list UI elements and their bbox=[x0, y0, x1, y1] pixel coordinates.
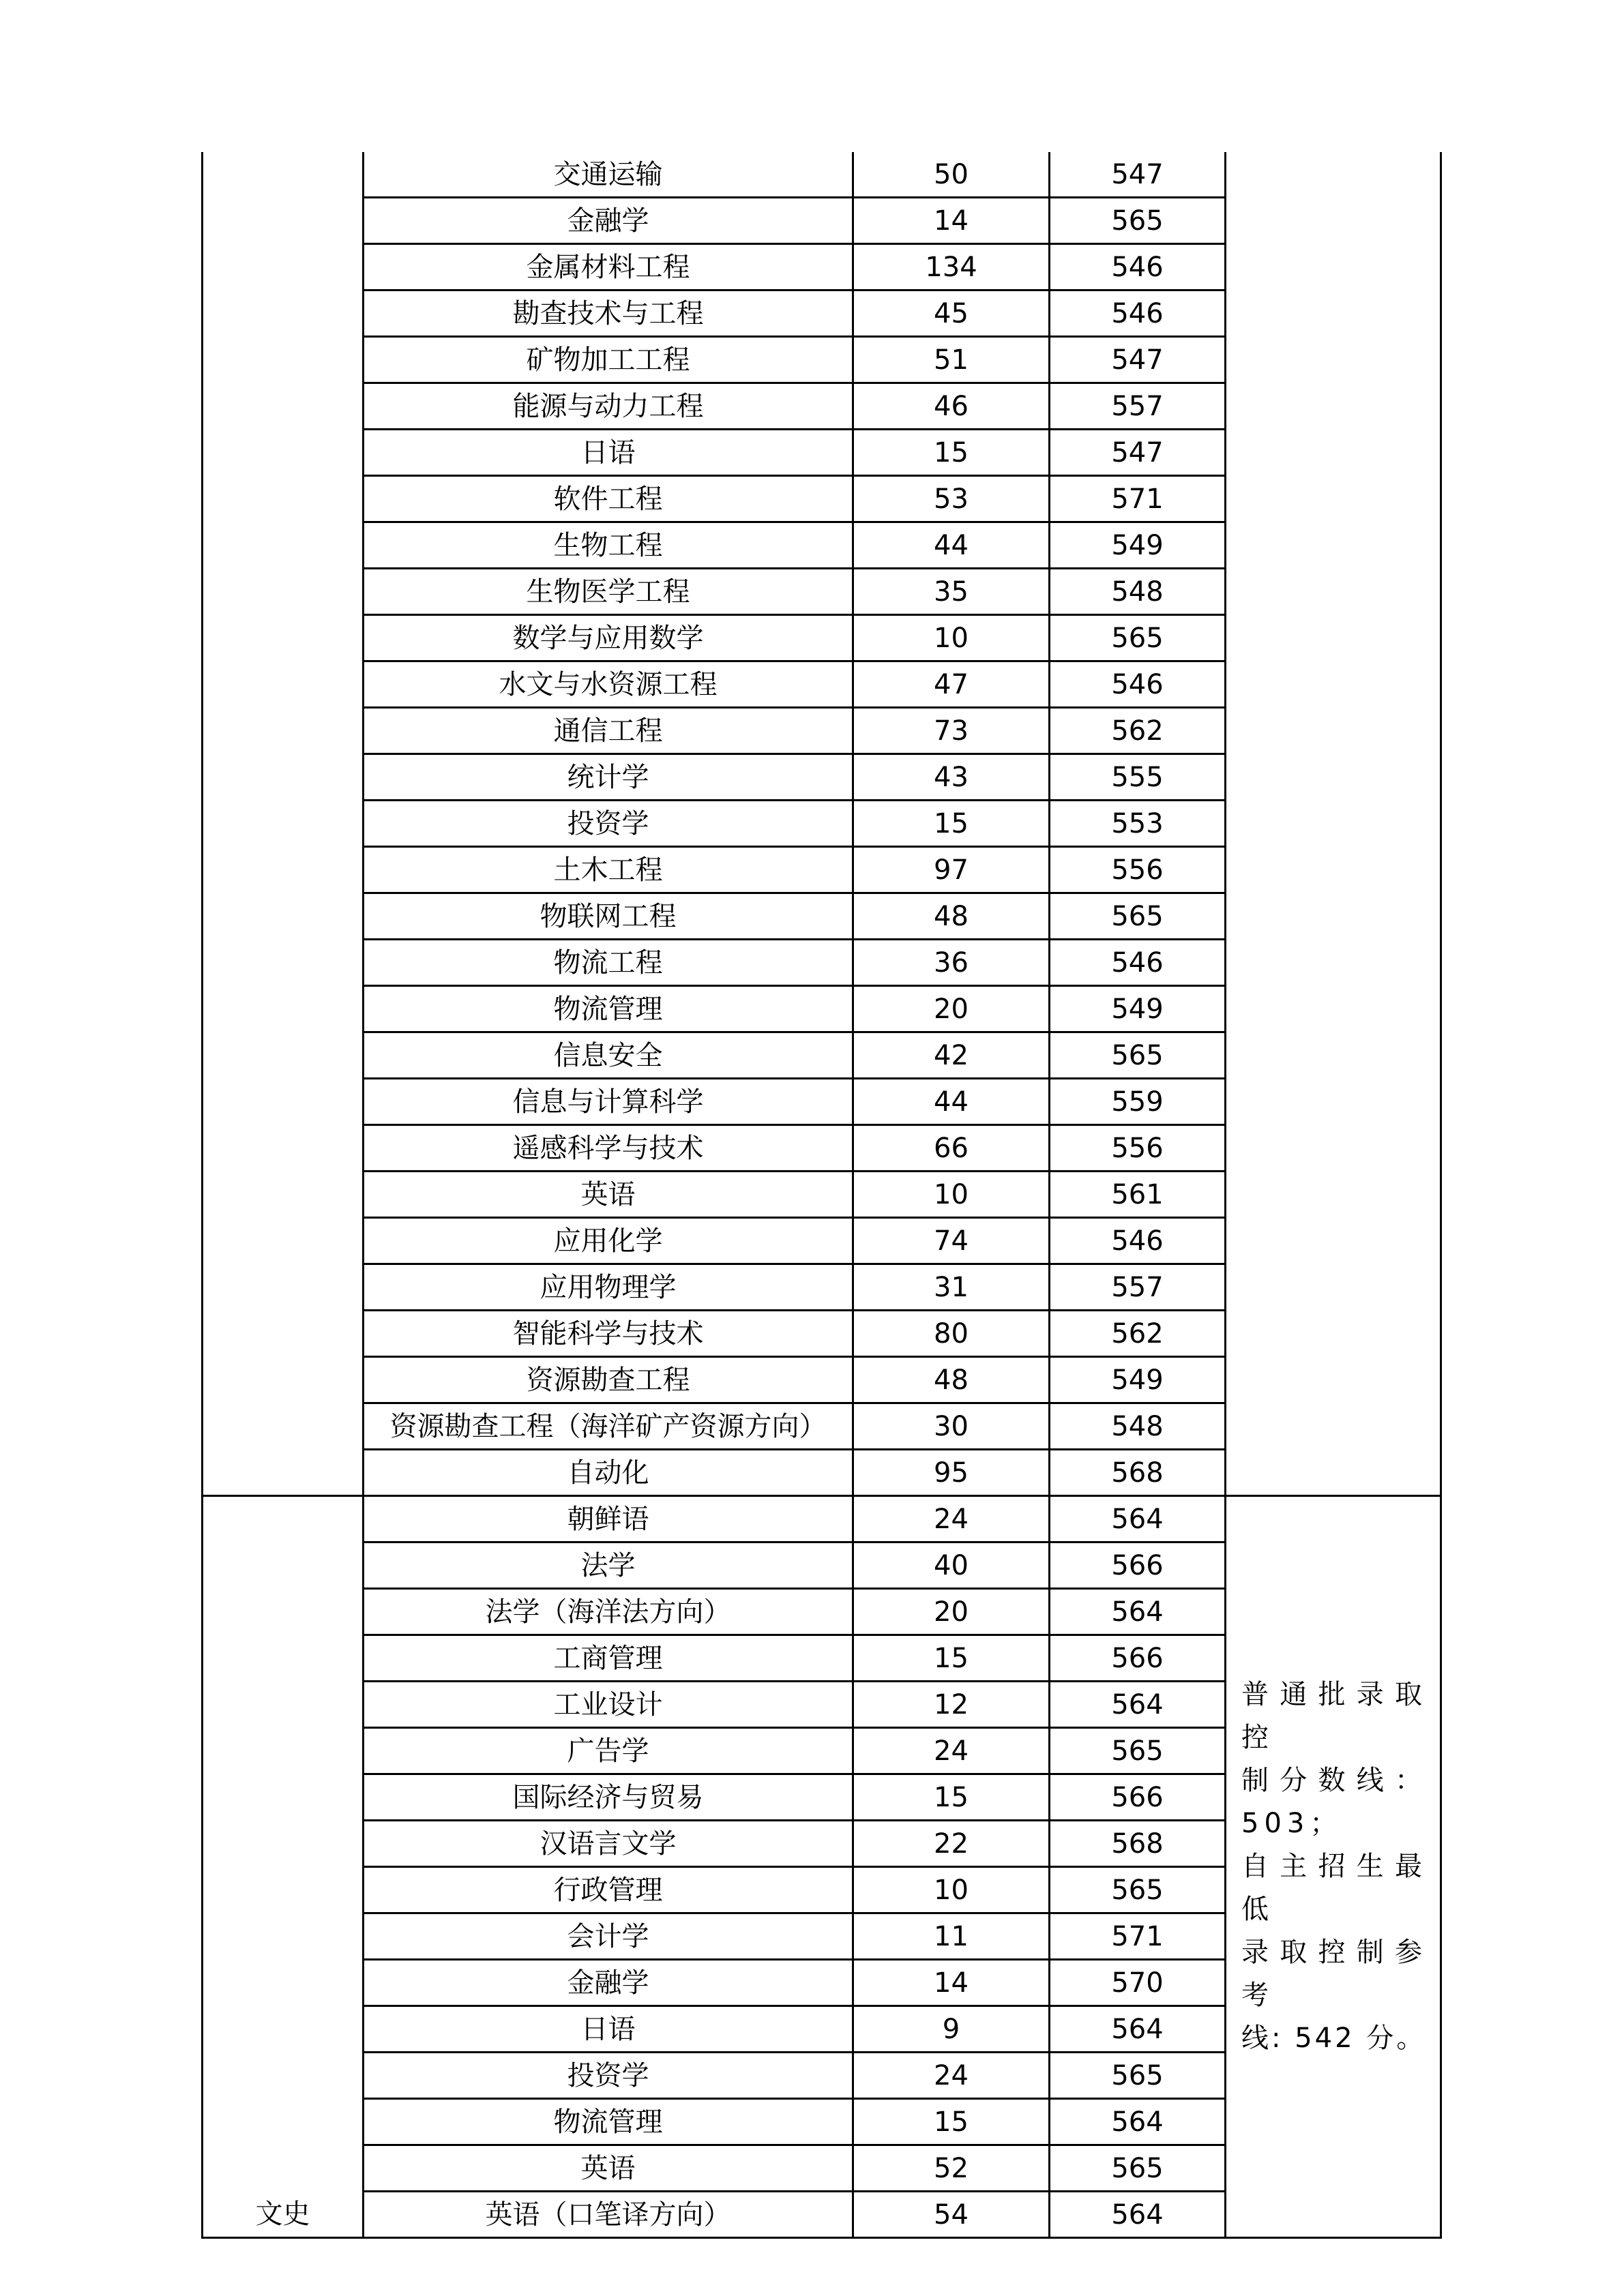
major-cell: 信息与计算科学 bbox=[364, 1079, 853, 1125]
enrollment-count-cell: 134 bbox=[853, 244, 1050, 290]
min-score-cell: 565 bbox=[1050, 893, 1226, 940]
enrollment-count-cell: 24 bbox=[853, 1728, 1050, 1774]
major-cell: 物流管理 bbox=[364, 2099, 853, 2145]
table-row bbox=[203, 152, 1441, 198]
remarks-cell bbox=[1226, 152, 1441, 1496]
min-score-cell: 555 bbox=[1050, 754, 1226, 801]
major-cell: 能源与动力工程 bbox=[364, 383, 853, 430]
major-cell: 交通运输 bbox=[364, 152, 853, 198]
min-score-cell: 566 bbox=[1050, 1635, 1226, 1682]
category-cell bbox=[203, 1496, 364, 2238]
major-cell: 法学 bbox=[364, 1542, 853, 1589]
min-score-cell: 548 bbox=[1050, 1403, 1226, 1450]
enrollment-count-cell: 45 bbox=[853, 290, 1050, 337]
min-score-cell: 561 bbox=[1050, 1172, 1226, 1218]
enrollment-count-cell: 14 bbox=[853, 1960, 1050, 2006]
major-cell: 软件工程 bbox=[364, 476, 853, 522]
major-cell: 自动化 bbox=[364, 1450, 853, 1496]
enrollment-count-cell: 36 bbox=[853, 940, 1050, 986]
remarks-line: 普通批录取控 bbox=[1241, 1679, 1428, 1753]
min-score-cell: 565 bbox=[1050, 615, 1226, 661]
major-cell: 应用物理学 bbox=[364, 1264, 853, 1311]
major-cell: 法学（海洋法方向） bbox=[364, 1589, 853, 1635]
min-score-cell: 568 bbox=[1050, 1821, 1226, 1867]
table-row bbox=[203, 1496, 1441, 1542]
enrollment-count-cell: 52 bbox=[853, 2145, 1050, 2192]
min-score-cell: 547 bbox=[1050, 337, 1226, 383]
major-cell: 国际经济与贸易 bbox=[364, 1774, 853, 1821]
major-cell: 英语 bbox=[364, 2145, 853, 2192]
major-cell: 智能科学与技术 bbox=[364, 1311, 853, 1357]
min-score-cell: 549 bbox=[1050, 1357, 1226, 1403]
min-score-cell: 547 bbox=[1050, 152, 1226, 198]
min-score-cell: 546 bbox=[1050, 244, 1226, 290]
min-score-cell: 568 bbox=[1050, 1450, 1226, 1496]
remarks-line: 503； bbox=[1241, 1808, 1343, 1839]
enrollment-count-cell: 42 bbox=[853, 1032, 1050, 1079]
min-score-cell: 565 bbox=[1050, 2145, 1226, 2192]
major-cell: 英语（口笔译方向） bbox=[364, 2192, 853, 2238]
min-score-cell: 565 bbox=[1050, 1032, 1226, 1079]
enrollment-count-cell: 15 bbox=[853, 801, 1050, 847]
remarks-line: 录取控制参考 bbox=[1241, 1937, 1428, 2011]
min-score-cell: 546 bbox=[1050, 661, 1226, 708]
enrollment-count-cell: 14 bbox=[853, 198, 1050, 244]
min-score-cell: 564 bbox=[1050, 1682, 1226, 1728]
min-score-cell: 566 bbox=[1050, 1542, 1226, 1589]
enrollment-count-cell: 48 bbox=[853, 1357, 1050, 1403]
enrollment-count-cell: 11 bbox=[853, 1913, 1050, 1960]
min-score-cell: 559 bbox=[1050, 1079, 1226, 1125]
min-score-cell: 564 bbox=[1050, 2006, 1226, 2053]
min-score-cell: 565 bbox=[1050, 1867, 1226, 1913]
major-cell: 物流管理 bbox=[364, 986, 853, 1032]
enrollment-count-cell: 74 bbox=[853, 1218, 1050, 1264]
enrollment-count-cell: 9 bbox=[853, 2006, 1050, 2053]
major-cell: 物流工程 bbox=[364, 940, 853, 986]
enrollment-count-cell: 20 bbox=[853, 1589, 1050, 1635]
min-score-cell: 564 bbox=[1050, 2099, 1226, 2145]
min-score-cell: 548 bbox=[1050, 569, 1226, 615]
major-cell: 资源勘查工程 bbox=[364, 1357, 853, 1403]
min-score-cell: 565 bbox=[1050, 198, 1226, 244]
category-cell bbox=[203, 152, 364, 1496]
min-score-cell: 557 bbox=[1050, 383, 1226, 430]
min-score-cell: 546 bbox=[1050, 940, 1226, 986]
min-score-cell: 549 bbox=[1050, 522, 1226, 569]
major-cell: 行政管理 bbox=[364, 1867, 853, 1913]
enrollment-count-cell: 46 bbox=[853, 383, 1050, 430]
enrollment-count-cell: 48 bbox=[853, 893, 1050, 940]
major-cell: 广告学 bbox=[364, 1728, 853, 1774]
enrollment-count-cell: 43 bbox=[853, 754, 1050, 801]
enrollment-count-cell: 15 bbox=[853, 430, 1050, 476]
min-score-cell: 564 bbox=[1050, 1589, 1226, 1635]
enrollment-count-cell: 54 bbox=[853, 2192, 1050, 2238]
enrollment-count-cell: 51 bbox=[853, 337, 1050, 383]
major-cell: 勘查技术与工程 bbox=[364, 290, 853, 337]
major-cell: 会计学 bbox=[364, 1913, 853, 1960]
enrollment-count-cell: 95 bbox=[853, 1450, 1050, 1496]
major-cell: 统计学 bbox=[364, 754, 853, 801]
major-cell: 生物医学工程 bbox=[364, 569, 853, 615]
enrollment-count-cell: 20 bbox=[853, 986, 1050, 1032]
min-score-cell: 549 bbox=[1050, 986, 1226, 1032]
enrollment-count-cell: 22 bbox=[853, 1821, 1050, 1867]
enrollment-count-cell: 10 bbox=[853, 1867, 1050, 1913]
min-score-cell: 562 bbox=[1050, 1311, 1226, 1357]
enrollment-count-cell: 47 bbox=[853, 661, 1050, 708]
enrollment-count-cell: 50 bbox=[853, 152, 1050, 198]
admission-scores-table bbox=[201, 152, 1442, 2239]
min-score-cell: 553 bbox=[1050, 801, 1226, 847]
major-cell: 工业设计 bbox=[364, 1682, 853, 1728]
enrollment-count-cell: 15 bbox=[853, 1774, 1050, 1821]
min-score-cell: 565 bbox=[1050, 1728, 1226, 1774]
enrollment-count-cell: 44 bbox=[853, 522, 1050, 569]
major-cell: 遥感科学与技术 bbox=[364, 1125, 853, 1172]
remarks-line: 线: 542 分。 bbox=[1241, 2023, 1427, 2054]
major-cell: 工商管理 bbox=[364, 1635, 853, 1682]
major-cell: 资源勘查工程（海洋矿产资源方向） bbox=[364, 1403, 853, 1450]
major-cell: 信息安全 bbox=[364, 1032, 853, 1079]
min-score-cell: 571 bbox=[1050, 1913, 1226, 1960]
enrollment-count-cell: 73 bbox=[853, 708, 1050, 754]
major-cell: 金融学 bbox=[364, 198, 853, 244]
min-score-cell: 564 bbox=[1050, 1496, 1226, 1542]
min-score-cell: 546 bbox=[1050, 290, 1226, 337]
major-cell: 物联网工程 bbox=[364, 893, 853, 940]
major-cell: 土木工程 bbox=[364, 847, 853, 893]
min-score-cell: 566 bbox=[1050, 1774, 1226, 1821]
major-cell: 生物工程 bbox=[364, 522, 853, 569]
enrollment-count-cell: 31 bbox=[853, 1264, 1050, 1311]
min-score-cell: 571 bbox=[1050, 476, 1226, 522]
remarks-line: 自主招生最低 bbox=[1241, 1851, 1428, 1925]
enrollment-count-cell: 15 bbox=[853, 1635, 1050, 1682]
major-cell: 应用化学 bbox=[364, 1218, 853, 1264]
table-body bbox=[203, 152, 1441, 2238]
enrollment-count-cell: 12 bbox=[853, 1682, 1050, 1728]
major-cell: 日语 bbox=[364, 430, 853, 476]
enrollment-count-cell: 44 bbox=[853, 1079, 1050, 1125]
major-cell: 英语 bbox=[364, 1172, 853, 1218]
enrollment-count-cell: 97 bbox=[853, 847, 1050, 893]
major-cell: 通信工程 bbox=[364, 708, 853, 754]
min-score-cell: 565 bbox=[1050, 2053, 1226, 2099]
remarks-cell bbox=[1226, 1496, 1441, 2238]
enrollment-count-cell: 10 bbox=[853, 615, 1050, 661]
major-cell: 水文与水资源工程 bbox=[364, 661, 853, 708]
major-cell: 金属材料工程 bbox=[364, 244, 853, 290]
enrollment-count-cell: 35 bbox=[853, 569, 1050, 615]
major-cell: 数学与应用数学 bbox=[364, 615, 853, 661]
major-cell: 投资学 bbox=[364, 801, 853, 847]
remarks-line: 制分数线： bbox=[1241, 1765, 1428, 1796]
major-cell: 日语 bbox=[364, 2006, 853, 2053]
enrollment-count-cell: 66 bbox=[853, 1125, 1050, 1172]
major-cell: 金融学 bbox=[364, 1960, 853, 2006]
major-cell: 矿物加工工程 bbox=[364, 337, 853, 383]
min-score-cell: 562 bbox=[1050, 708, 1226, 754]
enrollment-count-cell: 40 bbox=[853, 1542, 1050, 1589]
major-cell: 投资学 bbox=[364, 2053, 853, 2099]
enrollment-count-cell: 24 bbox=[853, 1496, 1050, 1542]
enrollment-count-cell: 53 bbox=[853, 476, 1050, 522]
min-score-cell: 570 bbox=[1050, 1960, 1226, 2006]
enrollment-count-cell: 80 bbox=[853, 1311, 1050, 1357]
min-score-cell: 557 bbox=[1050, 1264, 1226, 1311]
major-cell: 朝鲜语 bbox=[364, 1496, 853, 1542]
category-label: 文史 bbox=[255, 2198, 310, 2230]
min-score-cell: 564 bbox=[1050, 2192, 1226, 2238]
enrollment-count-cell: 24 bbox=[853, 2053, 1050, 2099]
enrollment-count-cell: 15 bbox=[853, 2099, 1050, 2145]
min-score-cell: 556 bbox=[1050, 1125, 1226, 1172]
min-score-cell: 546 bbox=[1050, 1218, 1226, 1264]
enrollment-count-cell: 10 bbox=[853, 1172, 1050, 1218]
min-score-cell: 556 bbox=[1050, 847, 1226, 893]
major-cell: 汉语言文学 bbox=[364, 1821, 853, 1867]
min-score-cell: 547 bbox=[1050, 430, 1226, 476]
enrollment-count-cell: 30 bbox=[853, 1403, 1050, 1450]
